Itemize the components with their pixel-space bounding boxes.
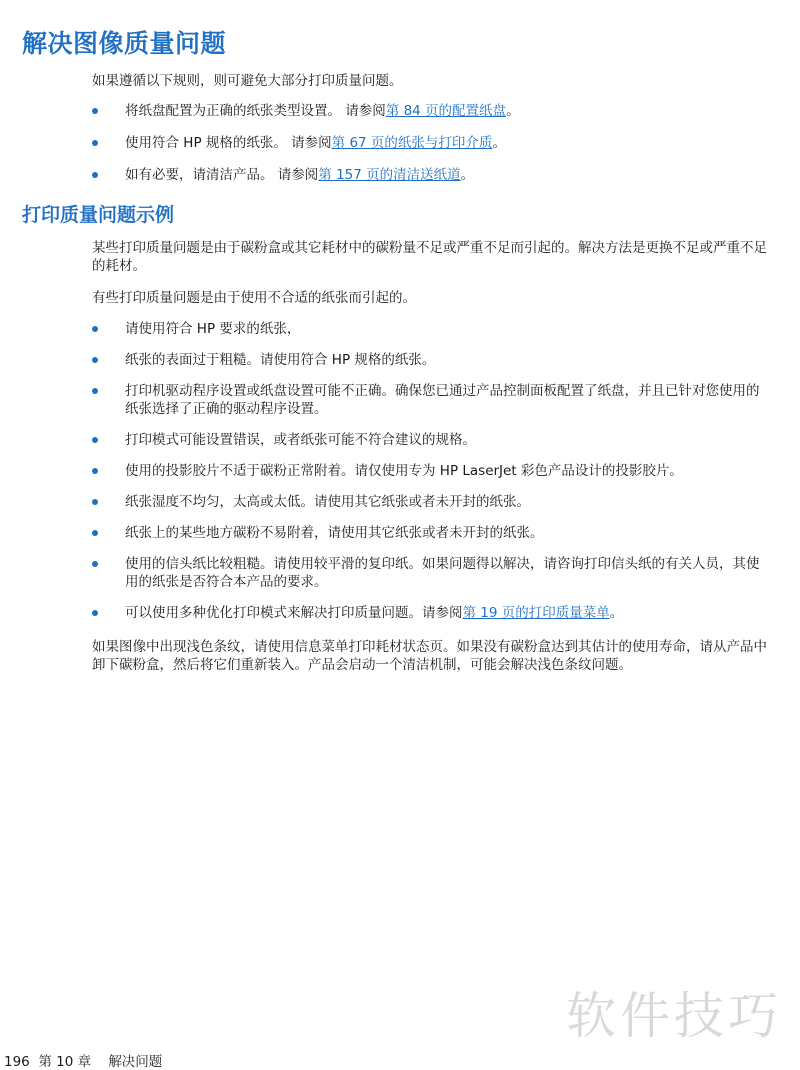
bullet-icon [92,437,98,443]
list-item-text: 纸张的表面过于粗糙。请使用符合 HP 规格的纸张。 [125,352,436,368]
list-item-text: 打印机驱动程序设置或纸盘设置可能不正确。确保您已通过产品控制面板配置了纸盘，并且已针对您使用的纸张选择了正确的驱动程序设置。 [125,383,760,417]
supplies-paragraph: 某些打印质量问题是由于碳粉盒或其它耗材中的碳粉量不足或严重不足而引起的。解决方法是更换不足或严重不足的耗材。 [92,240,767,274]
link-clean-paper-path[interactable]: 第 157 页的清洁送纸道 [318,167,461,183]
list-item-text: 使用符合 HP 规格的纸张。 请参阅 [125,135,332,151]
page-title: 解决图像质量问题 [22,29,227,58]
list-item [92,462,772,480]
bullet-icon [92,172,98,178]
intro-paragraph: 如果遵循以下规则，则可避免大部分打印质量问题。 [92,73,403,89]
page-number: 196 [4,1054,30,1070]
list-item [92,166,772,184]
link-configure-tray[interactable]: 第 84 页的配置纸盘 [385,103,507,119]
list-item-text: 纸张上的某些地方碳粉不易附着，请使用其它纸张或者未开封的纸张。 [125,525,544,541]
list-item [92,431,772,449]
list-item-text: 使用的投影胶片不适于碳粉正常附着。请仅使用专为 HP LaserJet 彩色产品设计的投影胶片。 [125,463,683,479]
bullet-icon [92,140,98,146]
link-print-quality-menu[interactable]: 第 19 页的打印质量菜单 [462,605,610,621]
list-item-text-end: 。 [492,135,506,151]
list-item-text: 纸张湿度不均匀，太高或太低。请使用其它纸张或者未开封的纸张。 [125,494,530,510]
bullet-icon [92,561,98,567]
list-item-text: 使用的信头纸比较粗糙。请使用较平滑的复印纸。如果问题得以解决，请咨询打印信头纸的有关人员，其使用的纸张是否符合本产品的要求。 [125,556,760,590]
list-item [92,604,772,622]
list-item [92,382,772,418]
bullet-icon [92,357,98,363]
bullet-icon [92,530,98,536]
bullet-icon [92,388,98,394]
section-heading: 打印质量问题示例 [22,204,175,226]
bullet-icon [92,108,98,114]
list-item-text: 将纸盘配置为正确的纸张类型设置。 请参阅 [125,103,386,119]
print-quality-list [92,320,772,622]
paper-paragraph: 有些打印质量问题是由于使用不合适的纸张而引起的。 [92,290,416,306]
page-footer [4,1050,162,1070]
config-tips-list [92,102,772,184]
list-item-text-end: 。 [609,605,624,621]
closing-paragraph: 如果图像中出现浅色条纹，请使用信息菜单打印耗材状态页。如果没有碳粉盒达到其估计的使用寿命，请从产品中卸下碳粉盒，然后将它们重新装入。产品会启动一个清洁机制，可能会解决浅色条纹问题。 [92,639,767,673]
list-item [92,493,772,511]
list-item [92,102,772,120]
watermark: 软件技巧 [566,987,782,1045]
bullet-icon [92,468,98,474]
list-item-text: 请使用符合 HP 要求的纸张， [125,321,301,337]
list-item [92,351,772,369]
bullet-icon [92,499,98,505]
list-item [92,134,772,152]
link-paper-media[interactable]: 第 67 页的纸张与打印介质 [331,135,493,151]
bullet-icon [92,326,98,332]
list-item [92,555,772,591]
chapter-number: 第 10 章 [38,1054,92,1070]
list-item-text-end: 。 [460,167,475,183]
bullet-icon [92,610,98,616]
chapter-title: 解决问题 [108,1054,163,1070]
list-item-text-end: 。 [506,103,520,119]
list-item-text: 可以使用多种优化打印模式来解决打印质量问题。请参阅 [125,605,463,621]
list-item-text: 打印模式可能设置错误，或者纸张可能不符合建议的规格。 [125,432,476,448]
list-item [92,524,772,542]
list-item-text: 如有必要，请清洁产品。 请参阅 [125,167,319,183]
list-item [92,320,772,338]
